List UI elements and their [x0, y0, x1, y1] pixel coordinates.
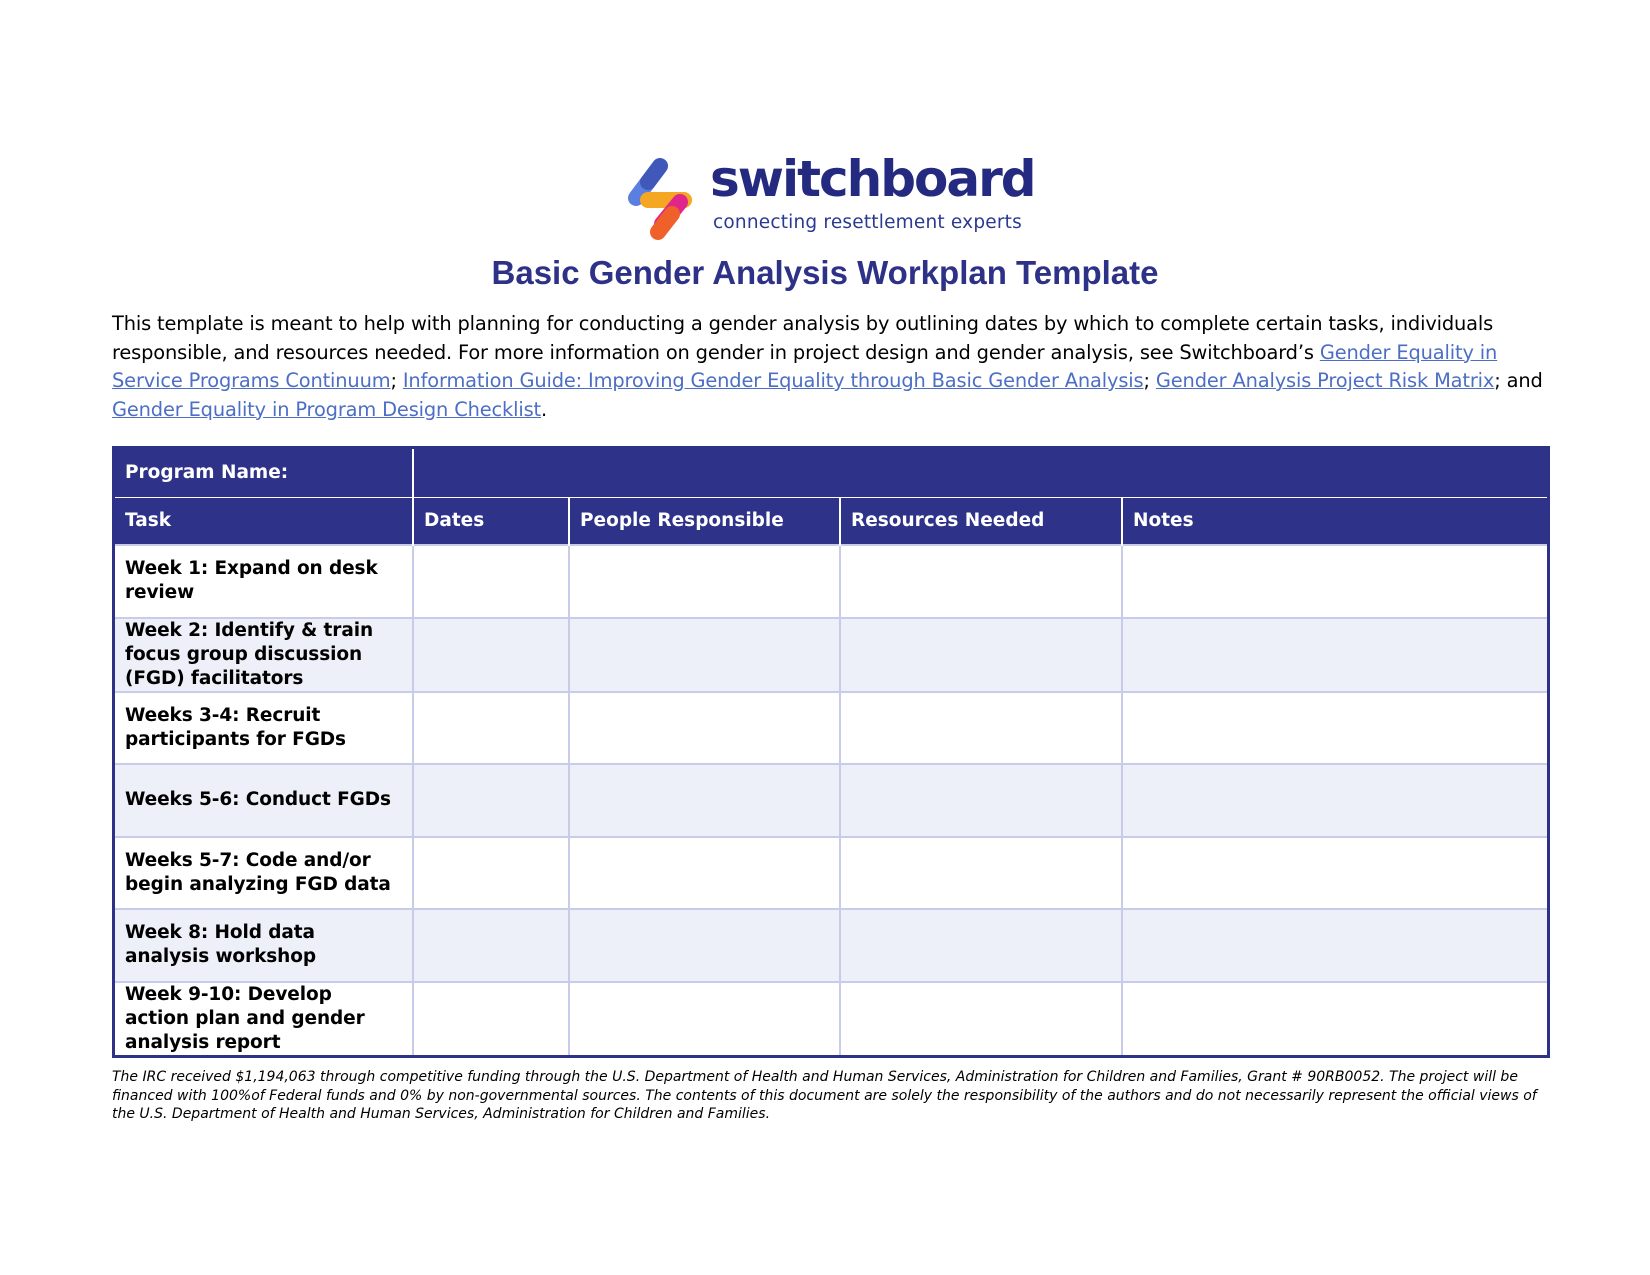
- resources-cell[interactable]: [840, 982, 1122, 1055]
- program-name-row: [115, 449, 1547, 497]
- task-cell: Weeks 5-7: Code and/or begin analyzing FGD data: [115, 837, 413, 910]
- column-header-resources-needed: Resources Needed: [840, 497, 1122, 545]
- people-cell[interactable]: [569, 837, 840, 910]
- notes-cell[interactable]: [1122, 692, 1547, 765]
- workplan-table: [112, 446, 1550, 1058]
- column-header-dates: Dates: [413, 497, 569, 545]
- task-cell: Week 8: Hold data analysis workshop: [115, 909, 413, 982]
- task-cell: Week 2: Identify & train focus group discussion (FGD) facilitators: [115, 618, 413, 692]
- resources-cell[interactable]: [840, 837, 1122, 910]
- logo-tagline: connecting resettlement experts: [713, 212, 1022, 233]
- dates-cell[interactable]: [413, 837, 569, 910]
- table-row: [115, 618, 1547, 692]
- table-row: [115, 545, 1547, 618]
- people-cell[interactable]: [569, 692, 840, 765]
- notes-cell[interactable]: [1122, 545, 1547, 618]
- table-row: [115, 837, 1547, 910]
- task-cell: Weeks 3-4: Recruit participants for FGDs: [115, 692, 413, 765]
- notes-cell[interactable]: [1122, 618, 1547, 692]
- people-cell[interactable]: [569, 909, 840, 982]
- task-cell: Week 9-10: Develop action plan and gender analysis report: [115, 982, 413, 1055]
- table-row: [115, 692, 1547, 765]
- table-row: [115, 909, 1547, 982]
- resources-cell[interactable]: [840, 692, 1122, 765]
- dates-cell[interactable]: [413, 982, 569, 1055]
- notes-cell[interactable]: [1122, 837, 1547, 910]
- resources-cell[interactable]: [840, 764, 1122, 837]
- column-header-notes: Notes: [1122, 497, 1547, 545]
- dates-cell[interactable]: [413, 618, 569, 692]
- logo-wordmark: switchboard: [710, 150, 1035, 208]
- link-information-guide[interactable]: Information Guide: Improving Gender Equality through Basic Gender Analysis: [402, 369, 1144, 392]
- page-title: Basic Gender Analysis Workplan Template: [491, 254, 1159, 291]
- dates-cell[interactable]: [413, 545, 569, 618]
- intro-paragraph: [112, 310, 1552, 424]
- column-header-people-responsible: People Responsible: [569, 497, 840, 545]
- task-cell: Weeks 5-6: Conduct FGDs: [115, 764, 413, 837]
- link-gender-equality-continuum[interactable]: Gender Equality in Service Programs Continuum: [112, 340, 1498, 392]
- table-row: [115, 982, 1547, 1055]
- dates-cell[interactable]: [413, 764, 569, 837]
- link-design-checklist[interactable]: Gender Equality in Program Design Checklist: [112, 397, 541, 421]
- table-row: [115, 764, 1547, 837]
- intro-end: .: [540, 397, 547, 421]
- intro-separator: ;: [1143, 369, 1156, 392]
- switchboard-logo-mark-icon: [626, 158, 696, 240]
- resources-cell[interactable]: [840, 618, 1122, 692]
- column-header-row: [115, 497, 1547, 545]
- notes-cell[interactable]: [1122, 764, 1547, 837]
- dates-cell[interactable]: [413, 692, 569, 765]
- people-cell[interactable]: [569, 982, 840, 1055]
- program-name-value[interactable]: [413, 449, 1547, 497]
- people-cell[interactable]: [569, 764, 840, 837]
- dates-cell[interactable]: [413, 909, 569, 982]
- resources-cell[interactable]: [840, 545, 1122, 618]
- link-risk-matrix[interactable]: Gender Analysis Project Risk Matrix: [1155, 369, 1495, 392]
- intro-separator: ; and: [1494, 369, 1543, 392]
- notes-cell[interactable]: [1122, 982, 1547, 1055]
- people-cell[interactable]: [569, 618, 840, 692]
- program-name-label: Program Name:: [115, 449, 413, 497]
- resources-cell[interactable]: [840, 909, 1122, 982]
- intro-separator: ;: [390, 369, 403, 392]
- funding-disclaimer: The IRC received $1,194,063 through competitive funding through the U.S. Department of Health and Human Services, Administration for Children and Families, Grant # 90RB0052. The project will be financed with 100%of Federal funds and 0% by non-governmental sources. The contents of this document are solely the responsibility of the authors and do not necessarily represent the official views of the U.S. Department of Health and Human Services, Administration for Children and Families.: [112, 1069, 1537, 1122]
- column-header-task: Task: [115, 497, 413, 545]
- people-cell[interactable]: [569, 545, 840, 618]
- task-cell: Week 1: Expand on desk review: [115, 545, 413, 618]
- switchboard-logo: [626, 150, 1036, 248]
- notes-cell[interactable]: [1122, 909, 1547, 982]
- intro-text: This template is meant to help with planning for conducting a gender analysis by outlining dates by which to complete certain tasks, individuals responsible, and resources needed. For more information on gender in project design and gender analysis, see Switchboard’s: [112, 312, 1494, 364]
